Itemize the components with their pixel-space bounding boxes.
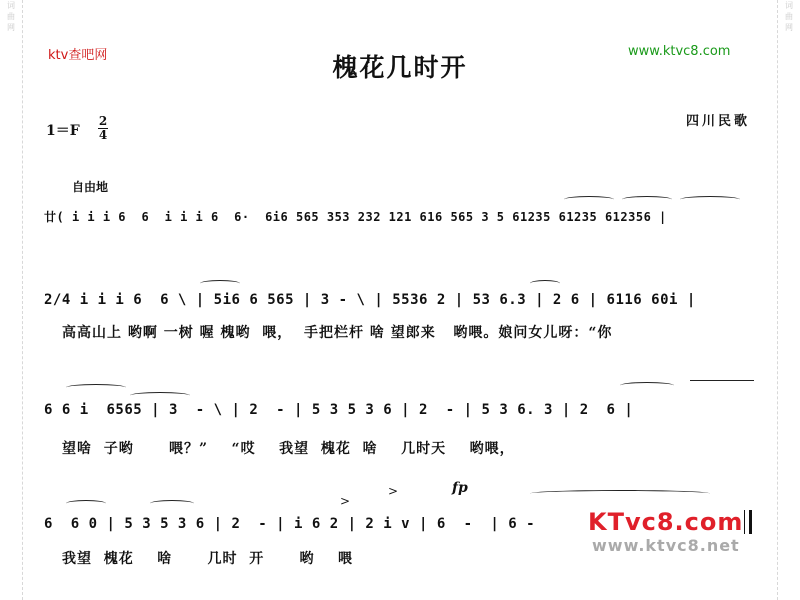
slur-mark — [150, 500, 194, 507]
key-signature: 1＝F — [46, 123, 80, 139]
slur-mark — [530, 490, 710, 497]
watermark-logo: KTvc8.com — [588, 508, 744, 536]
slur-mark — [200, 280, 240, 287]
slur-mark — [620, 382, 674, 389]
slur-mark — [680, 196, 740, 203]
slur-mark — [66, 384, 126, 391]
lyrics-line-2: 高高山上 哟啊 一树 喔 槐哟 喂， 手把栏杆 啥 望郎来 哟喂。娘问女儿呀：“你 — [62, 325, 613, 341]
time-sig-bottom: 4 — [98, 128, 108, 142]
notation-line-2: 2/4 i i i 6 6 \ | 5i6 6 565 | 3 - \ | 5536 2 | 53 6.3 | 2 6 | 6116 60i | — [44, 292, 696, 308]
tempo-marking: 自由地 — [72, 180, 109, 194]
watermark-subtext: www.ktvc8.net — [592, 536, 740, 555]
tie-mark — [690, 380, 754, 387]
site-name-left[interactable]: ktv查吧网 — [48, 48, 108, 63]
slur-mark — [622, 196, 672, 203]
time-signature — [98, 116, 108, 141]
song-title: 槐花几时开 — [332, 53, 468, 82]
slur-mark — [130, 392, 190, 399]
accent-mark: > — [388, 484, 399, 498]
slur-mark — [530, 280, 560, 287]
side-mark: 词曲网 — [785, 1, 793, 32]
slur-mark — [66, 500, 106, 507]
lyrics-line-4: 我望 槐花 啥 几时 开 哟 喂 — [62, 551, 353, 567]
accent-mark: > — [340, 494, 351, 508]
notation-line-1: 廿( i i i 6 6 i i i 6 6· 6i6 565 353 232 121 616 565 3 5 61235 61235 612356 | — [44, 210, 667, 224]
time-sig-top: 2 — [98, 114, 108, 128]
final-barline — [744, 510, 752, 534]
song-origin: 四川民歌 — [686, 114, 751, 129]
notation-line-4: 6 6 0 | 5 3 5 3 6 | 2 - | i 6 2 | 2 i v | 6 - | 6 - — [44, 516, 536, 532]
lyrics-line-3: 望啥 子哟 喂？” “哎 我望 槐花 啥 几时天 哟喂， — [62, 441, 515, 457]
site-url-right[interactable]: www.ktvc8.com — [628, 44, 731, 59]
notation-line-3: 6 6 i 6565 | 3 - \ | 2 - | 5 3 5 3 6 | 2 - | 5 3 6. 3 | 2 6 | — [44, 402, 634, 418]
side-mark: 词曲网 — [7, 1, 15, 32]
slur-mark — [564, 196, 614, 203]
right-watermark-strip — [777, 0, 800, 600]
dynamic-marking: fp — [452, 480, 468, 496]
left-watermark-strip — [0, 0, 23, 600]
